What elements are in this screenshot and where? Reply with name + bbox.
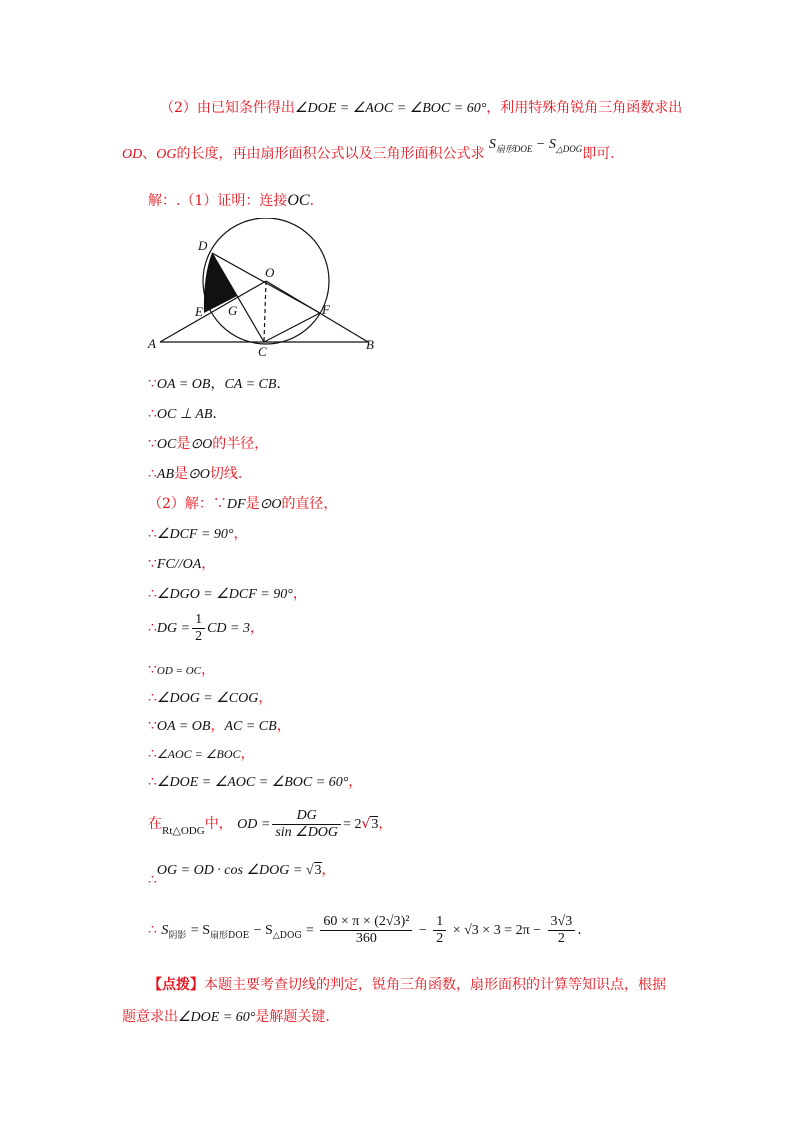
label-b: B bbox=[366, 337, 374, 352]
step-3: ∵OC是⊙O的半径， bbox=[148, 436, 269, 452]
step-12: ∴∠AOC = ∠BOC， bbox=[148, 746, 255, 762]
od-math: OD bbox=[122, 147, 143, 162]
label-d: D bbox=[198, 238, 208, 253]
intro-text: 解：.（1）证明：连接 bbox=[148, 193, 288, 209]
step-4: ∴AB是⊙O切线. bbox=[148, 466, 243, 482]
label-e: E bbox=[195, 304, 203, 319]
step-5: （2）解：∵DF是⊙O的直径， bbox=[148, 496, 338, 512]
area-formula: $S_{扇形DOE} - S_{\triangle DOG}$ bbox=[488, 137, 583, 154]
intro-end: . bbox=[309, 193, 315, 209]
hint-text-2: ，利用特殊角锐角三角函数求出 bbox=[486, 100, 683, 116]
step-10: ∴∠DOG = ∠COG， bbox=[148, 690, 273, 706]
solution-intro bbox=[148, 191, 314, 211]
step-2: ∴OC ⊥ AB. bbox=[148, 406, 217, 422]
step-og: ∴OG = OD · cos ∠DOG = √3， bbox=[148, 862, 336, 888]
step-13: ∴∠DOE = ∠AOC = ∠BOC = 60°， bbox=[148, 774, 363, 790]
line-cf bbox=[264, 313, 320, 342]
comment-line-1 bbox=[148, 975, 666, 995]
hint-line-2 bbox=[122, 137, 615, 169]
label-a: A bbox=[148, 336, 156, 351]
step-9: ∵OD = OC， bbox=[148, 662, 216, 678]
intro-math: OC bbox=[287, 192, 310, 209]
step-8: ∴∠DGO = ∠DCF = 90°， bbox=[148, 586, 307, 602]
step-7: ∵FC//OA， bbox=[148, 556, 216, 572]
comment-tag: 【点拨】 bbox=[148, 977, 204, 993]
comment-pre: 题意求出 bbox=[122, 1009, 178, 1025]
hint-line-1 bbox=[160, 98, 682, 119]
label-f: F bbox=[322, 302, 330, 317]
step-1: ∵OA = OB，CA = CB. bbox=[148, 376, 281, 392]
step-rt: 在$_{Rt\triangle ODG}$中， OD = $\frac{DG}{\text{sin ∠DOG}}$ = 2√3， bbox=[148, 807, 393, 840]
sep: 、 bbox=[142, 146, 157, 162]
geometry-figure bbox=[140, 218, 390, 358]
step-6: ∴∠DCF = 90°， bbox=[148, 526, 248, 542]
hint-text-3: 的长度，再由扇形面积公式以及三角形面积公式求 bbox=[176, 146, 485, 162]
label-g: G bbox=[228, 303, 238, 318]
step-dg: ∴DG = $\frac{1}{2}$ CD = 3， bbox=[148, 611, 264, 644]
label-o: O bbox=[265, 265, 275, 280]
hint-text: （2）由已知条件得出 bbox=[160, 100, 295, 116]
comment-text: 本题主要考查切线的判定，锐角三角函数，扇形面积的计算等知识点，根据 bbox=[204, 977, 666, 993]
step-11: ∵OA = OB，AC = CB， bbox=[148, 718, 291, 734]
label-c: C bbox=[258, 344, 267, 358]
step-area: ∴ $S_{阴影} = S_{扇形DOE} - S_{\triangle DOG}$ = $\frac{\text{60 × π × (2√3)²}}{360}$ − $\frac{1}{2}$ × √3 × 3 = 2π − $\frac{3√3}{2}$ . bbox=[148, 913, 582, 946]
hint-end: 即可. bbox=[582, 146, 615, 162]
line-oc bbox=[264, 281, 266, 342]
comment-line-2 bbox=[122, 1007, 330, 1028]
comment-end: 是解题关键. bbox=[255, 1009, 330, 1025]
hint-math: ∠DOE = ∠AOC = ∠BOC = 60° bbox=[294, 101, 487, 116]
comment-math: ∠DOE = 60° bbox=[178, 1010, 256, 1025]
og-math: OG bbox=[156, 147, 177, 162]
